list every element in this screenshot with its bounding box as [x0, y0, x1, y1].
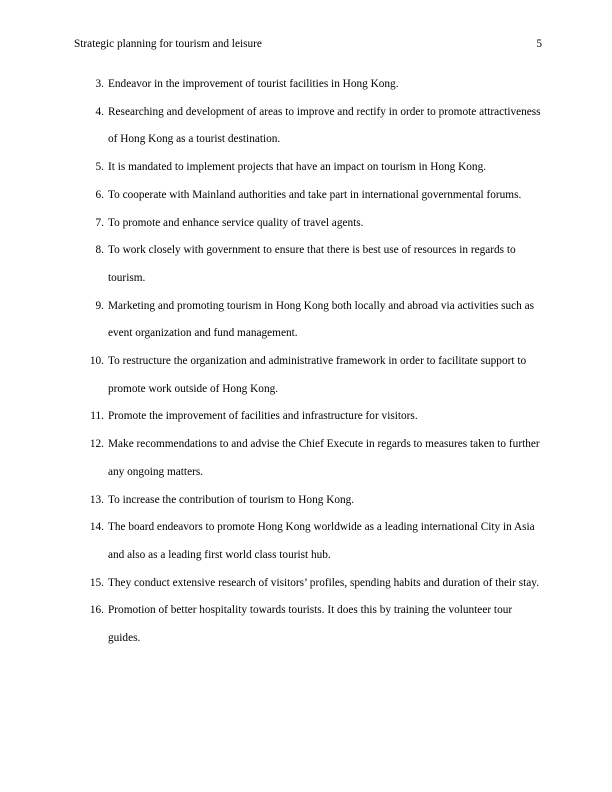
- list-item: [74, 210, 542, 238]
- page-number: 5: [536, 38, 542, 50]
- list-item-text: Marketing and promoting tourism in Hong Kong both locally and abroad via activities such as event organization and fund management.: [108, 299, 535, 340]
- list-item-number: 9.: [95, 299, 104, 312]
- list-item-text: Endeavor in the improvement of tourist facilities in Hong Kong.: [108, 78, 399, 90]
- list-item-text: Researching and development of areas to improve and rectify in order to promote attractiveness of Hong Kong as a tourist destination.: [108, 105, 541, 146]
- list-item-number: 16.: [89, 604, 104, 617]
- list-item-number: 8.: [95, 244, 104, 257]
- list-item: [74, 597, 542, 652]
- list-item: [74, 403, 542, 431]
- list-item-number: 5.: [95, 161, 104, 174]
- list-item-text: To restructure the organization and administrative framework in order to facilitate support to promote work outside of Hong Kong.: [108, 355, 527, 395]
- list-item: [74, 514, 542, 569]
- list-item: [74, 99, 542, 154]
- list-item-number: 12.: [89, 438, 104, 451]
- list-item: [74, 237, 542, 292]
- list-item-text: To promote and enhance service quality of travel agents.: [108, 216, 364, 229]
- list-item: [74, 182, 542, 210]
- list-item: [74, 348, 542, 403]
- list-item-text: Make recommendations to and advise the Chief Execute in regards to measures taken to further any ongoing matters.: [108, 438, 540, 478]
- list-item-text: Promotion of better hospitality towards tourists. It does this by training the volunteer tour guides.: [108, 604, 513, 645]
- list-item: [74, 487, 542, 515]
- list-item-number: 3.: [95, 78, 104, 90]
- numbered-list: [74, 71, 542, 653]
- list-item: [74, 71, 542, 99]
- list-item-number: 15.: [89, 576, 104, 589]
- list-item-text: The board endeavors to promote Hong Kong worldwide as a leading international City in Asia and also as a leading first world class tourist hub.: [108, 521, 535, 561]
- list-item-text: To increase the contribution of tourism to Hong Kong.: [108, 493, 355, 506]
- list-item-number: 4.: [95, 105, 104, 118]
- list-item-text: To work closely with government to ensure that there is best use of resources in regards to tourism.: [108, 244, 516, 284]
- list-item: [74, 431, 542, 486]
- list-item-number: 11.: [90, 410, 104, 423]
- list-item-text: To cooperate with Mainland authorities and take part in international governmental forums.: [108, 188, 522, 201]
- list-item-number: 10.: [89, 355, 104, 368]
- list-item-number: 7.: [95, 216, 104, 229]
- list-item-number: 14.: [89, 521, 104, 534]
- list-item-text: Promote the improvement of facilities and infrastructure for visitors.: [108, 410, 418, 423]
- list-item-text: They conduct extensive research of visitors’ profiles, spending habits and duration of their stay.: [108, 576, 540, 589]
- list-item: [74, 570, 542, 598]
- list-item-number: 13.: [89, 493, 104, 506]
- list-item-number: 6.: [95, 188, 104, 201]
- list-item: [74, 293, 542, 348]
- list-item-text: It is mandated to implement projects that have an impact on tourism in Hong Kong.: [108, 161, 487, 174]
- list-item: [74, 154, 542, 182]
- running-header-title: Strategic planning for tourism and leisure: [74, 38, 262, 50]
